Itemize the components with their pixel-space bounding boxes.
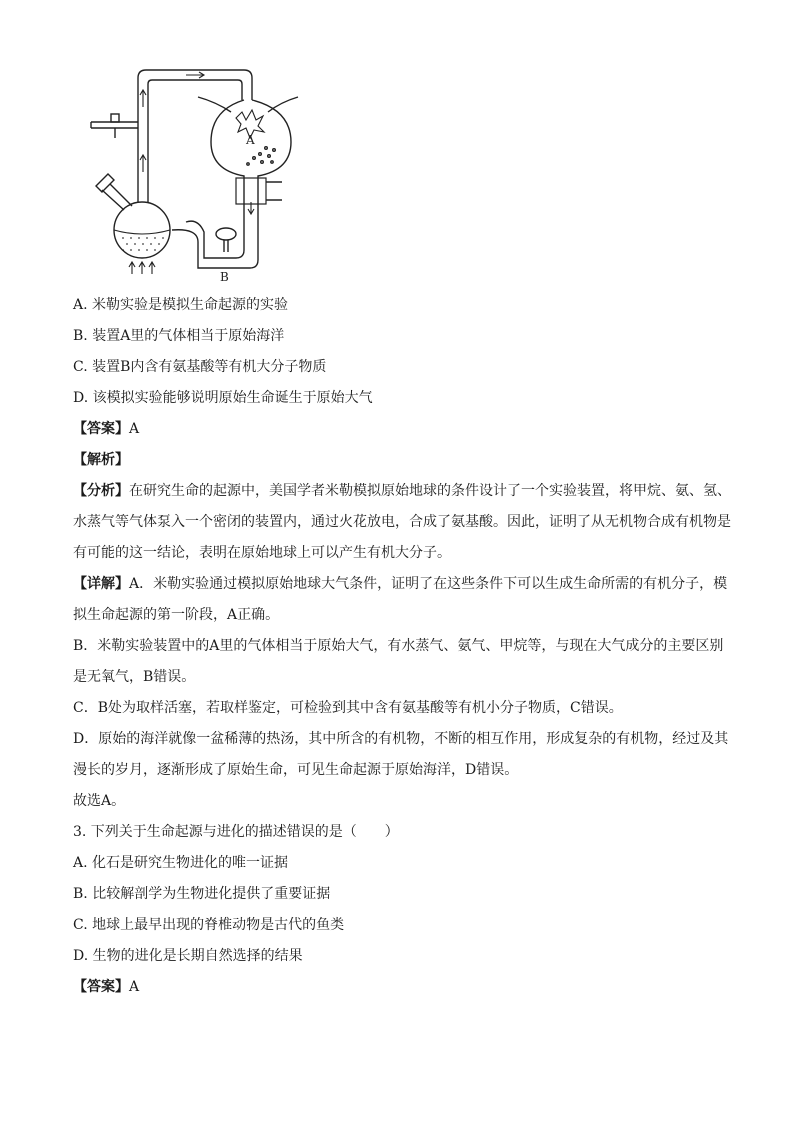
answer-value: A — [129, 421, 140, 437]
conclusion: 故选A。 — [73, 793, 126, 809]
detail-b: B．米勒实验装置中的A里的气体相当于原始大气，有水蒸气、氨气、甲烷等，与现在大气成分的主要区别是无氧气，B错误。 — [73, 638, 724, 685]
question-content — [73, 290, 733, 1003]
q3-option-a: A. 化石是研究生物进化的唯一证据 — [73, 855, 289, 871]
q3-answer — [73, 972, 733, 1003]
q3-stem: 3. 下列关于生命起源与进化的描述错误的是（ ） — [73, 824, 399, 840]
xiangjie-tag: 【详解】 — [73, 576, 129, 592]
answer-tag: 【答案】 — [73, 421, 129, 437]
miller-apparatus-diagram — [86, 62, 306, 284]
water-dots — [122, 238, 164, 250]
fenxi-tag: 【分析】 — [73, 483, 129, 499]
q3-answer-tag: 【答案】 — [73, 979, 129, 995]
q3-option-d: D. 生物的进化是长期自然选择的结果 — [73, 948, 303, 964]
trap-b-label: B — [220, 270, 229, 284]
q2-option-c: C. 装置B内含有氨基酸等有机大分子物质 — [73, 359, 327, 375]
q3-option-c: C. 地球上最早出现的脊椎动物是古代的鱼类 — [73, 917, 345, 933]
analysis-tag: 【解析】 — [73, 452, 129, 468]
q2-option-d: D. 该模拟实验能够说明原始生命诞生于原始大气 — [73, 390, 373, 406]
detail-c: C．B处为取样活塞，若取样鉴定，可检验到其中含有氨基酸等有机小分子物质，C错误。 — [73, 700, 623, 716]
q2-option-a: A. 米勒实验是模拟生命起源的实验 — [73, 297, 289, 313]
q2-option-b: B. 装置A里的气体相当于原始海洋 — [73, 328, 285, 344]
xiangjie-paragraph — [73, 569, 733, 631]
detail-d: D．原始的海洋就像一盆稀薄的热汤，其中所含的有机物，不断的相互作用，形成复杂的有机物，经过及其漫长的岁月，逐渐形成了原始生命，可见生命起源于原始海洋，D错误。 — [73, 731, 729, 778]
flask-a-label: A — [246, 133, 255, 147]
q3-option-b: B. 比较解剖学为生物进化提供了重要证据 — [73, 886, 331, 902]
q3-answer-value: A — [129, 979, 140, 995]
miller-apparatus-figure — [86, 62, 306, 284]
fenxi-text: 在研究生命的起源中，美国学者米勒模拟原始地球的条件设计了一个实验装置，将甲烷、氨、氢、水蒸气等气体泵入一个密闭的装置内，通过火花放电，合成了氨基酸。因此，证明了从无机物合成有机物是有可能的这一结论，表明在原始地球上可以产生有机大分子。 — [73, 483, 731, 561]
xiangjie-text: A．米勒实验通过模拟原始地球大气条件，证明了在这些条件下可以生成生命所需的有机分子，模拟生命起源的第一阶段，A正确。 — [73, 576, 728, 623]
fenxi-paragraph — [73, 476, 733, 569]
q2-answer — [73, 414, 733, 445]
